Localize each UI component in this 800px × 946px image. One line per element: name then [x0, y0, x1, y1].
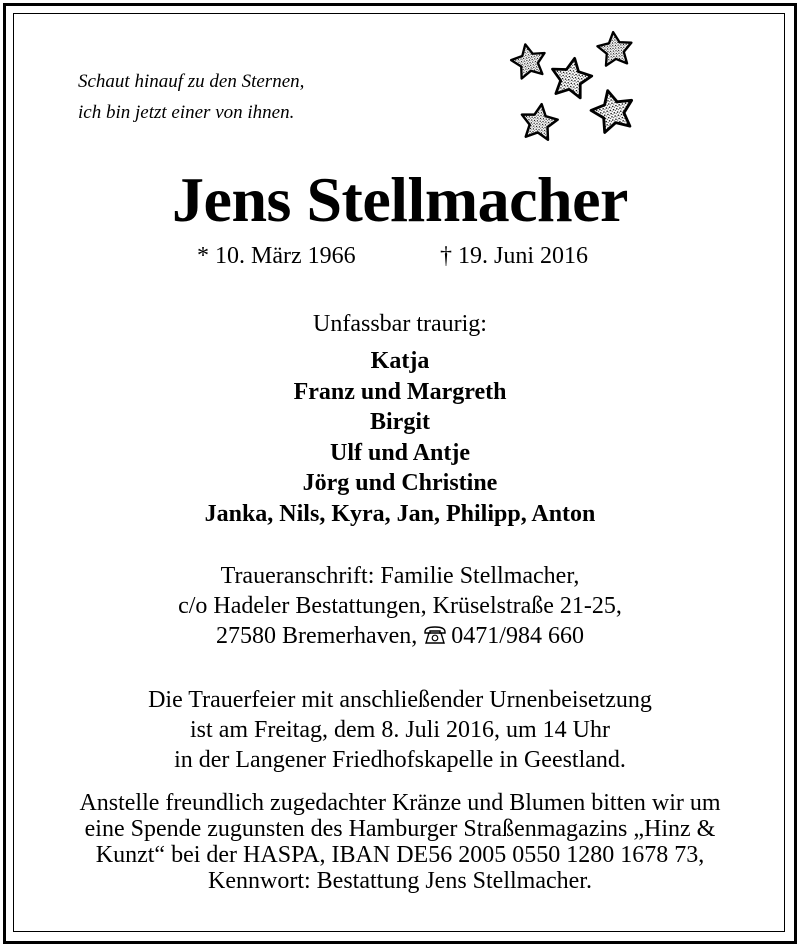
- mourning-intro: Unfassbar traurig:: [313, 311, 487, 337]
- address-city: 27580 Bremerhaven,: [216, 623, 418, 649]
- donation-line-2: eine Spende zugunsten des Hamburger Straßenmagazins „Hinz &: [84, 816, 716, 842]
- motto-line-1: Schaut hinauf zu den Sternen,: [78, 71, 305, 92]
- telephone-icon: [423, 625, 447, 645]
- ceremony-line-2: ist am Freitag, dem 8. Juli 2016, um 14 Uhr: [190, 717, 610, 743]
- ceremony-line-3: in der Langener Friedhofskapelle in Geestland.: [174, 747, 626, 773]
- mourners-list: [0, 346, 800, 529]
- donation-line-3: Kunzt“ bei der HASPA, IBAN DE56 2005 0550 1280 1678 73,: [95, 842, 705, 868]
- mourner-item: Janka, Nils, Kyra, Jan, Philipp, Anton: [204, 500, 596, 527]
- mourning-address: [0, 561, 800, 651]
- death-date: † 19. Juni 2016: [440, 243, 589, 269]
- mourner-item: Franz und Margreth: [293, 378, 507, 405]
- address-line-2: c/o Hadeler Bestattungen, Krüselstraße 21-25,: [178, 593, 622, 619]
- address-line-1: Traueranschrift: Familie Stellmacher,: [220, 563, 580, 589]
- deceased-name: Jens Stellmacher: [172, 164, 628, 235]
- mourner-item: Jörg und Christine: [302, 470, 498, 496]
- address-phone: 0471/984 660: [451, 623, 584, 649]
- stars-icon: [505, 28, 650, 153]
- donation-line-1: Anstelle freundlich zugedachter Kränze und Blumen bitten wir um: [79, 790, 721, 816]
- motto-quote: [78, 66, 304, 128]
- donation-line-4: Kennwort: Bestattung Jens Stellmacher.: [208, 868, 592, 894]
- mourner-item: Ulf und Antje: [329, 439, 471, 466]
- ceremony-info: [0, 685, 800, 775]
- ceremony-line-1: Die Trauerfeier mit anschließender Urnenbeisetzung: [148, 687, 652, 713]
- donation-request: [0, 790, 800, 894]
- mourner-item: Katja: [370, 348, 430, 374]
- mourner-item: Birgit: [370, 409, 430, 435]
- birth-date: * 10. März 1966: [197, 243, 356, 269]
- motto-line-2: ich bin jetzt einer von ihnen.: [78, 102, 295, 123]
- address-line-3: [0, 621, 800, 651]
